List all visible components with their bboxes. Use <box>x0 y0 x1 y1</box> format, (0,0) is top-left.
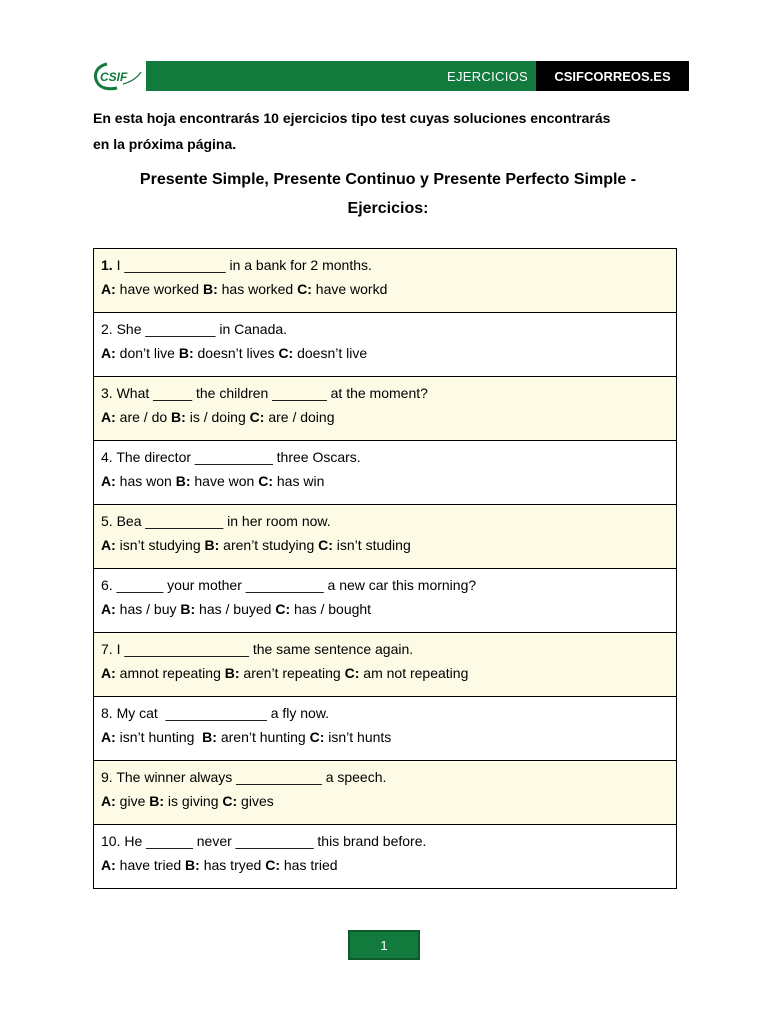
text-segment: amnot repeating <box>115 665 225 681</box>
label-bold: A: <box>101 281 116 297</box>
text-segment: don’t live <box>115 345 179 361</box>
text-segment: aren’t studying <box>219 537 319 553</box>
label-bold: A: <box>101 473 116 489</box>
text-segment: am not repeating <box>359 665 469 681</box>
text-segment: I ________________ the same sentence again. <box>112 641 414 657</box>
page-number: 1 <box>348 930 420 960</box>
options <box>101 791 676 815</box>
options <box>101 535 676 559</box>
label-bold: 1. <box>101 257 113 273</box>
options <box>101 663 676 687</box>
label-bold: C: <box>249 409 265 425</box>
label-bold: A: <box>101 857 116 873</box>
text-segment: has tried <box>279 857 338 873</box>
exercise-table <box>93 248 677 889</box>
section-label: EJERCICIOS <box>146 61 536 91</box>
text-segment: I _____________ in a bank for 2 months. <box>112 257 372 273</box>
text-segment: 6. <box>101 577 113 593</box>
question <box>101 319 676 343</box>
text-segment: are / do <box>115 409 172 425</box>
question <box>101 831 676 855</box>
text-segment: has / buy <box>115 601 181 617</box>
exercise-row-5 <box>94 504 676 568</box>
text-segment: has win <box>273 473 325 489</box>
intro-line-1: En esta hoja encontrarás 10 ejercicios tipo test cuyas soluciones encontrarás <box>93 110 611 126</box>
text-segment: has won <box>115 473 176 489</box>
label-bold: C: <box>278 345 294 361</box>
label-bold: B: <box>185 857 200 873</box>
text-segment: has tryed <box>199 857 266 873</box>
exercise-row-1 <box>94 249 676 312</box>
text-segment: have workd <box>311 281 388 297</box>
label-bold: A: <box>101 601 116 617</box>
label-bold: A: <box>101 729 116 745</box>
site-label: CSIFCORREOS.ES <box>536 61 689 91</box>
text-segment: 2. <box>101 321 113 337</box>
label-bold: A: <box>101 345 116 361</box>
text-segment: has / buyed <box>195 601 276 617</box>
text-segment: has / bought <box>290 601 372 617</box>
label-bold: C: <box>309 729 325 745</box>
label-bold: B: <box>180 601 196 617</box>
text-segment: My cat _____________ a fly now. <box>112 705 330 721</box>
intro-text <box>93 105 683 157</box>
title-line-1: Presente Simple, Presente Continuo y Presente Perfecto Simple - <box>139 171 637 188</box>
exercise-row-10 <box>94 824 676 888</box>
text-segment: have tried <box>115 857 186 873</box>
label-bold: B: <box>224 665 240 681</box>
options <box>101 599 676 623</box>
label-bold: A: <box>101 537 116 553</box>
text-segment: gives <box>237 793 274 809</box>
text-segment: isn’t hunts <box>324 729 392 745</box>
label-bold: B: <box>204 537 220 553</box>
text-segment: 3. <box>101 385 113 401</box>
text-segment: give <box>115 793 150 809</box>
text-segment: 9. <box>101 769 113 785</box>
text-segment: have worked <box>115 281 203 297</box>
question <box>101 511 676 535</box>
text-segment: aren’t repeating <box>239 665 345 681</box>
exercise-row-3 <box>94 376 676 440</box>
label-bold: B: <box>171 409 186 425</box>
text-segment: doesn’t live <box>293 345 368 361</box>
exercise-row-6 <box>94 568 676 632</box>
options <box>101 855 676 879</box>
label-bold: A: <box>101 793 116 809</box>
page-header <box>93 60 689 92</box>
options <box>101 279 676 303</box>
exercise-row-7 <box>94 632 676 696</box>
text-segment: has worked <box>217 281 298 297</box>
label-bold: C: <box>344 665 360 681</box>
label-bold: C: <box>258 473 273 489</box>
label-bold: C: <box>318 537 333 553</box>
text-segment: is giving <box>164 793 223 809</box>
intro-line-2: en la próxima página. <box>93 136 237 152</box>
exercise-row-2 <box>94 312 676 376</box>
label-bold: C: <box>265 857 280 873</box>
logo-text: CSIF <box>100 70 128 84</box>
question <box>101 767 676 791</box>
text-segment: have won <box>190 473 259 489</box>
text-segment: What _____ the children _______ at the moment? <box>112 385 428 401</box>
question <box>101 447 676 471</box>
text-segment: 5. <box>101 513 113 529</box>
text-segment: isn’t studing <box>332 537 411 553</box>
text-segment: is / doing <box>185 409 250 425</box>
text-segment: She _________ in Canada. <box>112 321 288 337</box>
csif-logo <box>93 60 147 92</box>
question <box>101 575 676 599</box>
label-bold: C: <box>275 601 291 617</box>
text-segment: aren’t hunting <box>216 729 310 745</box>
question <box>101 639 676 663</box>
text-segment: are / doing <box>264 409 335 425</box>
text-segment: 10. <box>101 833 121 849</box>
text-segment: doesn’t lives <box>193 345 279 361</box>
text-segment: The director __________ three Oscars. <box>112 449 361 465</box>
options <box>101 471 676 495</box>
label-bold: B: <box>175 473 191 489</box>
label-bold: A: <box>101 409 116 425</box>
label-bold: C: <box>297 281 312 297</box>
question <box>101 383 676 407</box>
label-bold: B: <box>149 793 165 809</box>
text-segment: isn’t studying <box>115 537 205 553</box>
text-segment: 8. <box>101 705 113 721</box>
exercise-row-8 <box>94 696 676 760</box>
text-segment: He ______ never __________ this brand before. <box>120 833 427 849</box>
label-bold: B: <box>178 345 194 361</box>
question <box>101 703 676 727</box>
exercise-row-9 <box>94 760 676 824</box>
label-bold: C: <box>222 793 238 809</box>
text-segment: ______ your mother __________ a new car this morning? <box>112 577 477 593</box>
text-segment: 4. <box>101 449 113 465</box>
options <box>101 407 676 431</box>
options <box>101 343 676 367</box>
title-line-2: Ejercicios: <box>347 200 429 217</box>
text-segment: isn’t hunting <box>115 729 203 745</box>
text-segment: The winner always ___________ a speech. <box>112 769 387 785</box>
exercise-row-4 <box>94 440 676 504</box>
options <box>101 727 676 751</box>
text-segment: 7. <box>101 641 113 657</box>
label-bold: B: <box>202 729 217 745</box>
question <box>101 255 676 279</box>
label-bold: B: <box>202 281 218 297</box>
text-segment: Bea __________ in her room now. <box>112 513 331 529</box>
label-bold: A: <box>101 665 116 681</box>
page-title <box>93 165 683 223</box>
